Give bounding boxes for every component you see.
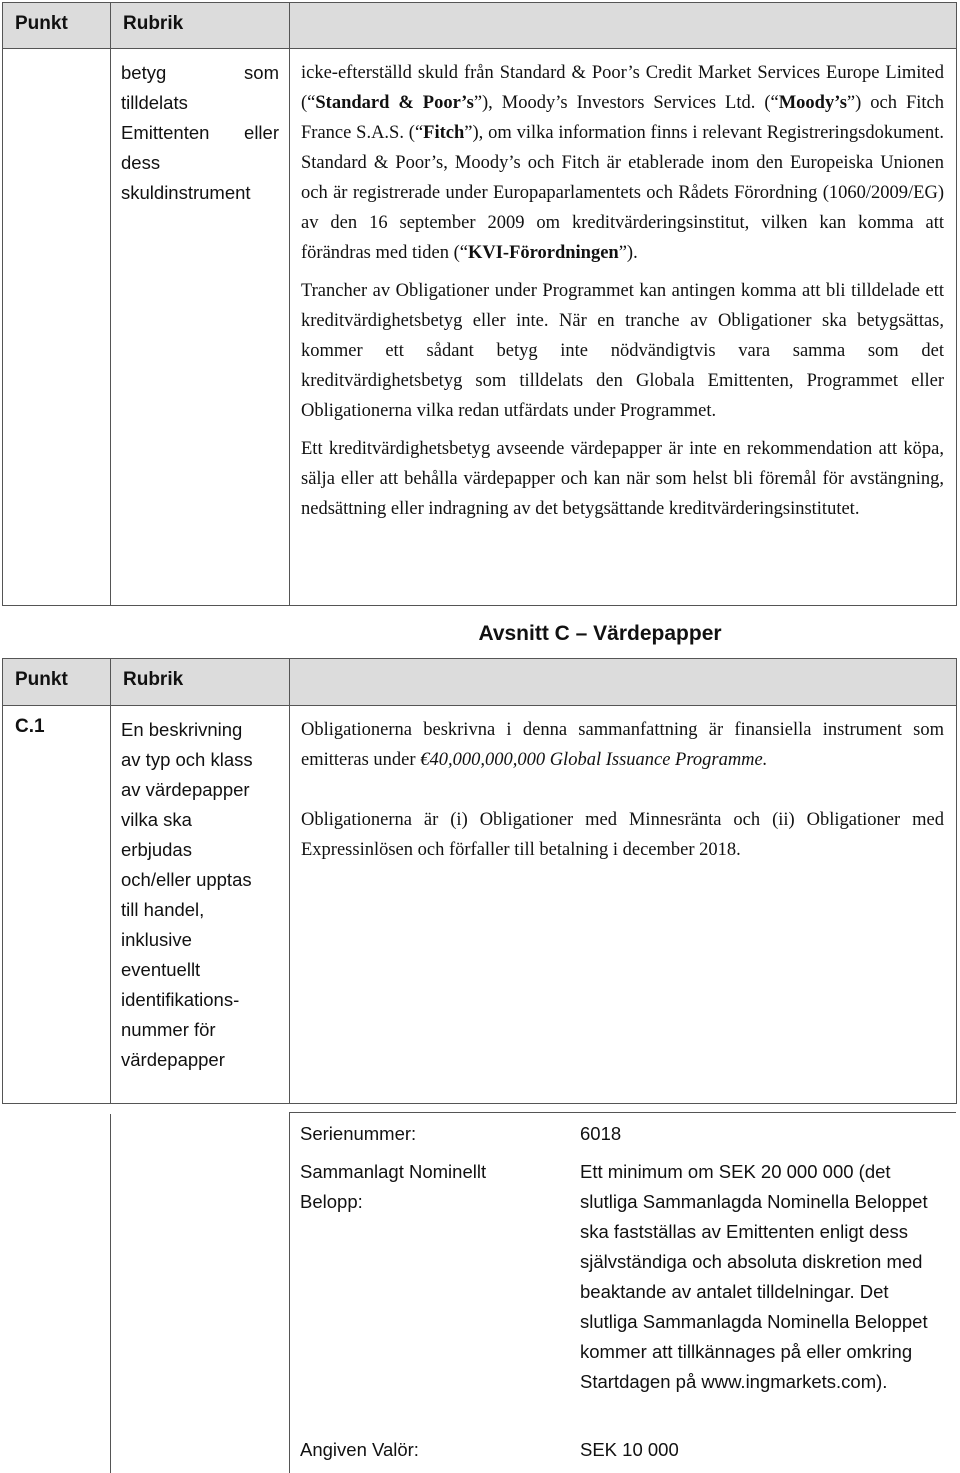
header-content [290, 3, 957, 49]
bold-term: KVI-Förordningen [467, 243, 619, 263]
belopp-value: Ett minimum om SEK 20 000 000 (det slutliga Sammanlagda Nominella Beloppet ska fastställas av Emittenten enligt dess självständiga och absoluta diskretion med beaktande av antalet tilldelningar. Det slutliga Sammanlagda Nominella Beloppet kommer att tillkännages på eller omkring Startdagen på www.ingmarkets.com). [580, 1161, 928, 1392]
program-name: €40,000,000,000 Global Issuance Programme. [420, 750, 768, 770]
rubrik-word: tilldelats [121, 92, 188, 113]
rubrik-line: inklusive [121, 929, 192, 950]
rating-paragraph: icke-efterställd skuld från Standard & Poor’s Credit Market Services Europe Limited (“Standard & Poor’s”), Moody’s Investors Services Ltd. (“Moody’s”) och Fitch France S.A.S. (“Fitch”), om vilka information finns i relevant Registreringsdokument. Standard & Poor’s, Moody’s och Fitch är etablerade inom den Europeiska Unionen och är registrerade under Europaparlamentets och Rådets Förordning (1060/2009/EG) av den 16 september 2009 om kreditvärderingsinstitut, vilken kan komma att förändras med tiden (“KVI-Förordningen”). [301, 63, 944, 263]
table-row [3, 706, 957, 1104]
rubrik-cell [111, 49, 290, 606]
punkt-cell: C.1 [3, 706, 111, 1104]
rubrik-word: eller [244, 122, 279, 143]
rubrik-line: En beskrivning [121, 719, 243, 740]
header-rubrik: Rubrik [111, 3, 290, 49]
rubrik-line: identifikations- [121, 989, 240, 1010]
bold-term: Moody’s [778, 93, 847, 113]
header-rubrik: Rubrik [111, 659, 290, 706]
terms-top-line [289, 1112, 956, 1113]
serienummer-value: 6018 [580, 1123, 622, 1144]
bold-term: Standard & Poor’s [315, 93, 474, 113]
rubrik-line: av värdepapper [121, 779, 250, 800]
rubrik-word: dess [121, 152, 161, 173]
rubrik-word: Emittenten [121, 122, 210, 143]
content-cell [290, 706, 957, 1104]
rubrik-line: värdepapper [121, 1049, 225, 1070]
rubrik-line: erbjudas [121, 839, 192, 860]
tranche-paragraph: Trancher av Obligationer under Programmet kan antingen komma att bli tilldelade ett kreditvärdighetsbetyg eller inte. När en tranche av Obligationer ska betygsättas, kommer ett sådant betyg inte nödvändigtvis vara samma som det kreditvärdighetsbetyg som tilldelats den Globala Emittenten, Programmet eller Obligationerna vilka redan utfärdats under Programmet. [301, 281, 944, 421]
header-punkt: Punkt [3, 3, 111, 49]
rubrik-line: vilka ska [121, 809, 192, 830]
type-paragraph: Obligationerna är (i) Obligationer med Minnesränta och (ii) Obligationer med Expressinlösen och förfaller till betalning i december 2018. [301, 810, 944, 860]
serienummer-label: Serienummer: [300, 1123, 417, 1144]
rubrik-word: betyg [121, 62, 167, 83]
bold-term: Fitch [423, 123, 465, 143]
table-header-row [3, 3, 957, 49]
rubrik-word: skuldinstrument [121, 182, 251, 203]
terms-block [300, 1119, 950, 1469]
rubrik-line: nummer för [121, 1019, 216, 1040]
section-title: Avsnitt C – Värdepapper [478, 622, 722, 645]
rubrik-cell [111, 706, 290, 1104]
valor-label: Angiven Valör: [300, 1439, 419, 1460]
table-header-row [3, 659, 957, 706]
punkt-cell [3, 49, 111, 606]
securities-table [2, 658, 957, 1104]
rubrik-divider-line [110, 1114, 111, 1473]
valor-value: SEK 10 000 [580, 1439, 679, 1460]
rating-table [2, 2, 957, 606]
header-punkt: Punkt [3, 659, 111, 706]
content-cell [290, 49, 957, 606]
description-paragraph: Obligationerna beskrivna i denna sammanfattning är finansiella instrument som emitteras under €40,000,000,000 Global Issuance Programme. [301, 720, 944, 770]
rubrik-line: och/eller upptas [121, 869, 252, 890]
disclaimer-paragraph: Ett kreditvärdighetsbetyg avseende värdepapper är inte en rekommendation att köpa, sälja eller att behålla värdepapper och kan när som helst bli föremål för avstängning, nedsättning eller indragning av det betygsättande kreditvärderingsinstitutet. [301, 439, 944, 519]
header-content [290, 659, 957, 706]
rubrik-line: till handel, [121, 899, 205, 920]
rubrik-line: av typ och klass [121, 749, 253, 770]
content-left-line [289, 1112, 290, 1473]
rubrik-line: eventuellt [121, 959, 201, 980]
belopp-label: Sammanlagt Nominellt Belopp: [300, 1161, 487, 1212]
rubrik-word: som [244, 62, 279, 83]
table-row [3, 49, 957, 606]
